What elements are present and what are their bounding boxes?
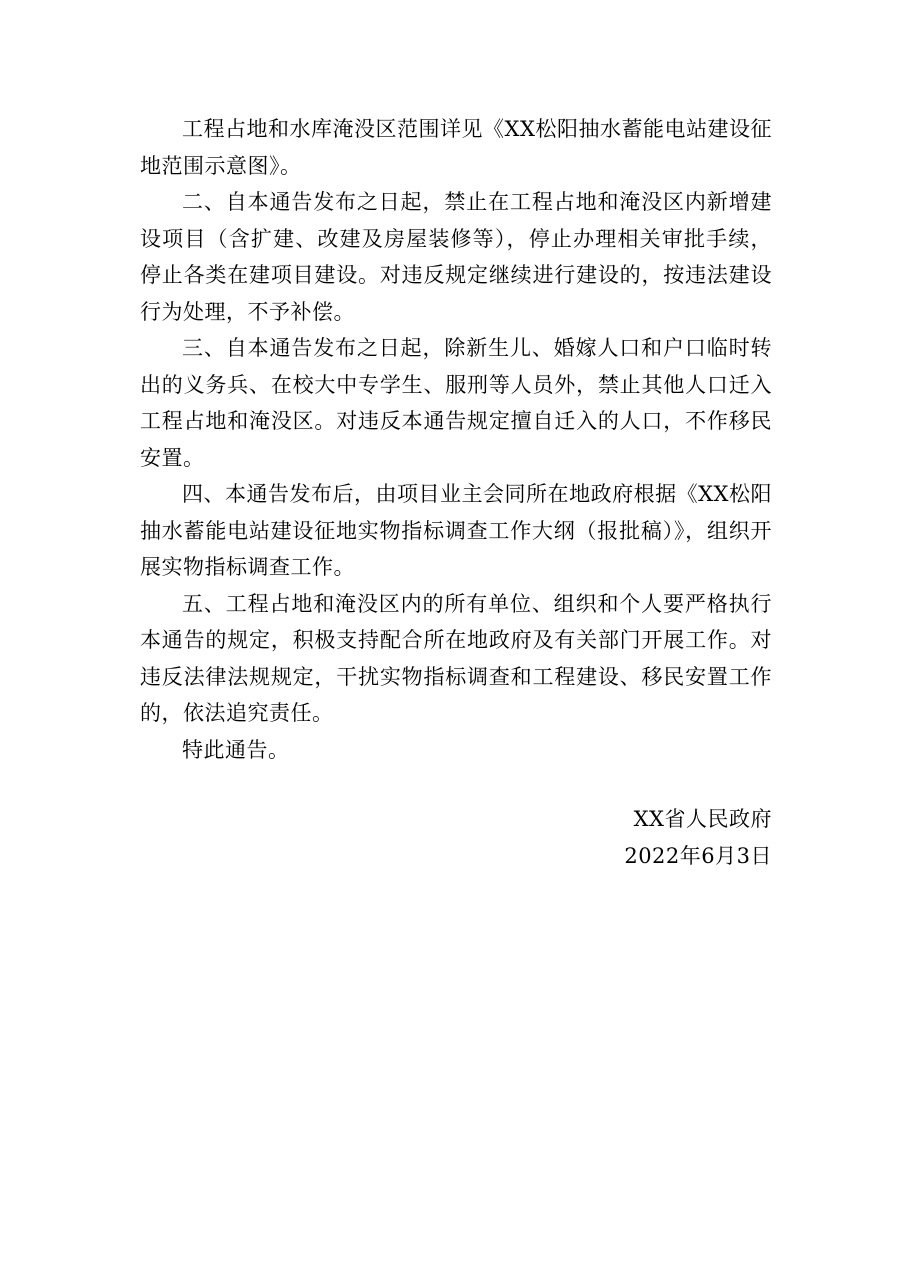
paragraph-item-2: 二、自本通告发布之日起，禁止在工程占地和淹没区内新增建设项目（含扩建、改建及房屋装修等），停止办理相关审批手续，停止各类在建项目建设。对违反规定继续进行建设的，按违法建设行为处理，不予补偿。: [140, 190, 772, 324]
paragraph-item-3: 三、自本通告发布之日起，除新生儿、婚嫁人口和户口临时转出的义务兵、在校大中专学生、服刑等人员外，禁止其他人口迁入工程占地和淹没区。对违反本通告规定擅自迁入的人口，不作移民安置。: [140, 336, 772, 470]
paragraph-closing: 特此通告。: [182, 737, 290, 762]
signature-block: [140, 801, 772, 874]
document-page: [140, 111, 772, 874]
issuer-name: XX省人民政府: [633, 807, 772, 831]
issue-date: 2022年6月3日: [624, 843, 772, 868]
paragraph-item-4: 四、本通告发布后，由项目业主会同所在地政府根据《XX松阳抽水蓄能电站建设征地实物指标调查工作大纲（报批稿）》，组织开展实物指标调查工作。: [140, 482, 772, 579]
paragraph-item-5: 五、工程占地和淹没区内的所有单位、组织和个人要严格执行本通告的规定，积极支持配合所在地政府及有关部门开展工作。对违反法律法规规定，干扰实物指标调查和工程建设、移民安置工作的，依法追究责任。: [140, 591, 772, 725]
paragraph-scope: 工程占地和水库淹没区范围详见《XX松阳抽水蓄能电站建设征地范围示意图》。: [140, 117, 772, 178]
